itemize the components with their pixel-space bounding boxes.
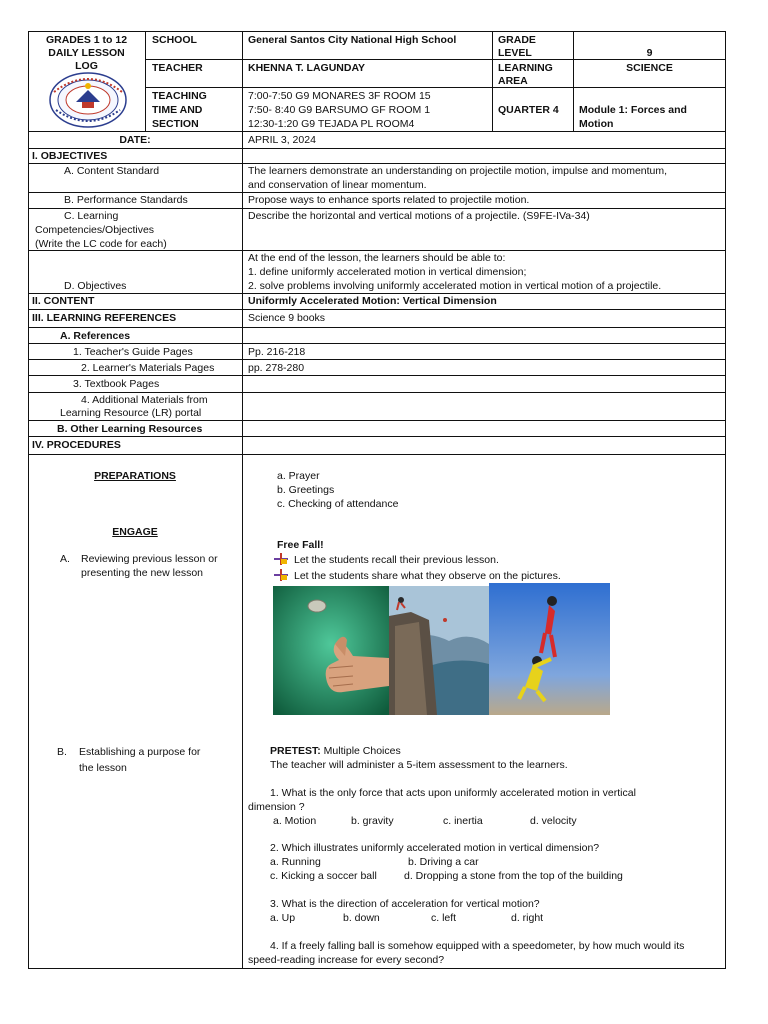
dll-title-line-1: GRADES 1 to 12 [45, 34, 128, 46]
objectives-heading: I. OBJECTIVES [32, 150, 108, 162]
content-value: Uniformly Accelerated Motion: Vertical Dimension [248, 295, 497, 307]
procedure-a-label-1: Reviewing previous lesson or [81, 553, 218, 565]
q1-option-c: c. inertia [443, 815, 483, 827]
time-line-1: 7:00-7:50 G9 MONARES 3F ROOM 15 [248, 90, 431, 102]
area-label-1: LEARNING [498, 62, 553, 74]
preparations-item-1: a. Prayer [277, 470, 320, 482]
free-fall-bullet-1: Let the students recall their previous lesson. [294, 554, 499, 566]
preparations-item-3: c. Checking of attendance [277, 498, 399, 510]
procedure-a-label-2: presenting the new lesson [81, 567, 203, 579]
teacher-label: TEACHER [152, 62, 203, 74]
free-fall-bullet-2: Let the students share what they observe on the pictures. [294, 570, 561, 582]
objectives-d-line-2: 1. define uniformly accelerated motion in vertical dimension; [248, 266, 527, 278]
competencies-label-1: C. Learning [64, 210, 119, 222]
pretest-bold: PRETEST: [270, 745, 321, 757]
time-line-2: 7:50- 8:40 G9 BARSUMO GF ROOM 1 [248, 104, 431, 116]
question-3: 3. What is the direction of acceleration for vertical motion? [270, 898, 540, 910]
school-value: General Santos City National High School [248, 34, 457, 46]
references-a-label: A. References [60, 330, 131, 342]
content-standard-line-2: and conservation of linear momentum. [248, 179, 427, 191]
q2-option-d: d. Dropping a stone from the top of the building [404, 870, 623, 882]
time-label-2: TIME AND [152, 104, 203, 116]
time-label-1: TEACHING [152, 90, 207, 102]
dll-title-line-2: DAILY LESSON [48, 47, 125, 59]
q1-option-d: d. velocity [530, 815, 577, 827]
competencies-label-2: Competencies/Objectives [35, 224, 155, 236]
competencies-value: Describe the horizontal and vertical motions of a projectile. (S9FE-IVa-34) [248, 210, 590, 222]
preparations-label: PREPARATIONS [94, 470, 176, 482]
engage-label: ENGAGE [112, 526, 158, 538]
question-1-line-1: 1. What is the only force that acts upon uniformly accelerated motion in vertical [270, 787, 636, 799]
q3-option-a: a. Up [270, 912, 296, 924]
procedure-b-label-1: Establishing a purpose for [79, 746, 201, 758]
dll-title-line-3: LOG [75, 60, 98, 72]
free-fall-title: Free Fall! [277, 539, 324, 551]
module-line-1: Module 1: Forces and [579, 104, 687, 116]
objectives-d-line-1: At the end of the lesson, the learners should be able to: [248, 252, 506, 264]
procedure-b-letter: B. [57, 746, 67, 758]
module-line-2: Motion [579, 118, 614, 130]
textbook-pages-label: 3. Textbook Pages [73, 378, 160, 390]
area-label-2: AREA [498, 75, 528, 87]
coin-toss-thumb-picture [273, 586, 389, 715]
time-label-3: SECTION [152, 118, 199, 130]
objectives-d-label: D. Objectives [64, 280, 127, 292]
additional-materials-label-1: 4. Additional Materials from [81, 394, 208, 406]
additional-materials-label-2: Learning Resource (LR) portal [60, 407, 202, 419]
question-4-line-2: speed-reading increase for every second? [248, 954, 445, 966]
q2-option-c: c. Kicking a soccer ball [270, 870, 377, 882]
grade-label-2: LEVEL [498, 47, 532, 59]
date-label: DATE: [119, 134, 151, 146]
question-4-line-1: 4. If a freely falling ball is somehow equipped with a speedometer, by how much would its [270, 940, 685, 952]
grade-label-1: GRADE [498, 34, 536, 46]
time-line-3: 12:30-1:20 G9 TEJADA PL ROOM4 [248, 118, 415, 130]
question-2: 2. Which illustrates uniformly accelerated motion in vertical dimension? [270, 842, 600, 854]
deped-seal-logo [48, 72, 128, 128]
pretest-intro: The teacher will administer a 5-item assessment to the learners. [270, 759, 568, 771]
pretest-heading [270, 744, 401, 758]
performance-standards-label: B. Performance Standards [64, 194, 188, 206]
school-label: SCHOOL [152, 34, 197, 46]
teachers-guide-label: 1. Teacher's Guide Pages [73, 346, 193, 358]
content-standard-label: A. Content Standard [64, 165, 160, 177]
procedure-a-letter: A. [60, 553, 70, 565]
competencies-label-3: (Write the LC code for each) [35, 238, 167, 250]
content-standard-line-1: The learners demonstrate an understanding on projectile motion, impulse and momentum, [248, 165, 668, 177]
references-heading-value: Science 9 books [248, 312, 326, 324]
procedures-heading: IV. PROCEDURES [32, 439, 121, 451]
references-heading: III. LEARNING REFERENCES [32, 312, 177, 324]
skydivers-picture [489, 583, 610, 715]
q2-option-b: b. Driving a car [408, 856, 479, 868]
other-resources-label: B. Other Learning Resources [57, 423, 203, 435]
learners-materials-value: pp. 278-280 [248, 362, 305, 374]
question-1-line-2: dimension ? [248, 801, 305, 813]
q1-option-b: b. gravity [351, 815, 394, 827]
pretest-rest: Multiple Choices [320, 745, 401, 757]
quarter-label: QUARTER 4 [498, 104, 559, 116]
performance-standards-value: Propose ways to enhance sports related to projectile motion. [248, 194, 530, 206]
preparations-item-2: b. Greetings [277, 484, 335, 496]
teacher-value: KHENNA T. LAGUNDAY [248, 62, 366, 74]
cliff-jump-picture [389, 586, 489, 715]
q2-option-a: a. Running [270, 856, 321, 868]
date-value: APRIL 3, 2024 [248, 134, 316, 146]
teachers-guide-value: Pp. 216-218 [248, 346, 306, 358]
q3-option-c: c. left [431, 912, 457, 924]
q3-option-b: b. down [343, 912, 380, 924]
procedure-b-label-2: the lesson [79, 762, 127, 774]
learners-materials-label: 2. Learner's Materials Pages [81, 362, 215, 374]
grade-value: 9 [646, 47, 653, 59]
content-heading: II. CONTENT [32, 295, 95, 307]
pin-bullet-icon [274, 569, 288, 581]
pin-bullet-icon [274, 553, 288, 565]
q1-option-a: a. Motion [273, 815, 317, 827]
objectives-d-line-3: 2. solve problems involving uniformly accelerated motion in vertical motion of a projectile. [248, 280, 662, 292]
q3-option-d: d. right [511, 912, 544, 924]
area-value: SCIENCE [626, 62, 673, 74]
